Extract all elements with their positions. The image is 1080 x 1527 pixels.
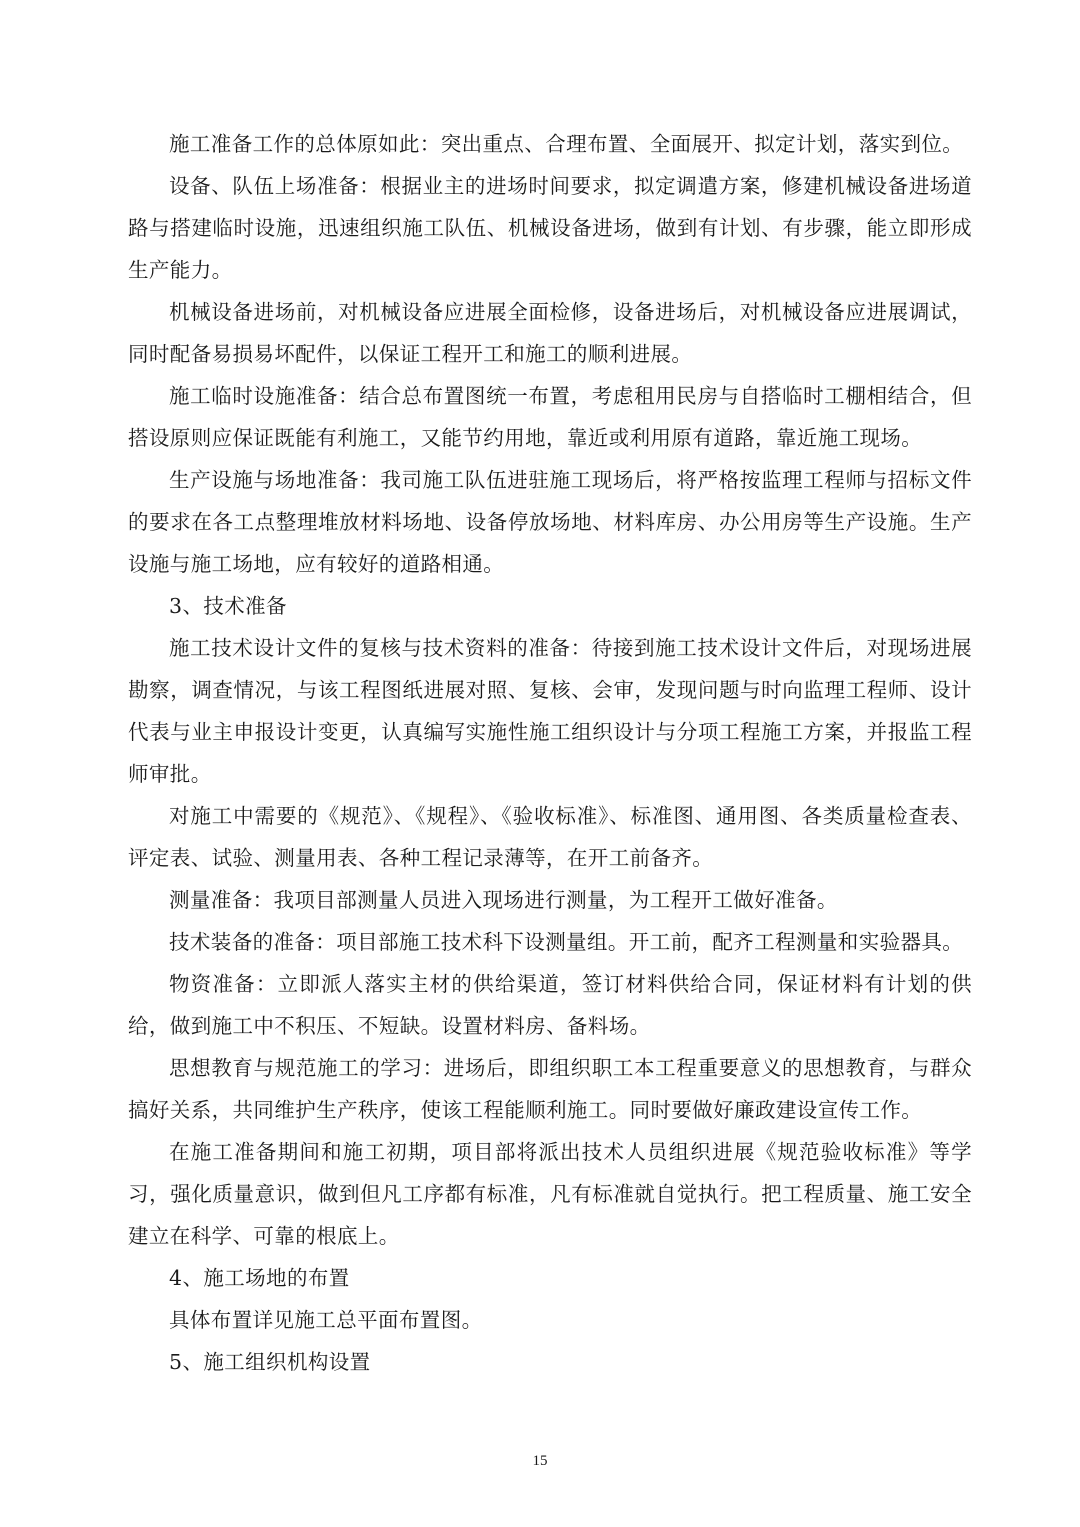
paragraph-equipment-team-prep: 设备、队伍上场准备：根据业主的进场时间要求，拟定调遣方案，修建机械设备进场道路与搭建临时设施，迅速组织施工队伍、机械设备进场，做到有计划、有步骤，能立即形成生产能力。 [128,174,972,282]
paragraph-design-review: 施工技术设计文件的复核与技术资料的准备：待接到施工技术设计文件后，对现场进展勘察，调查情况，与该工程图纸进展对照、复核、会审，发现问题与时向监理工程师、设计代表与业主申报设计变更，认真编写实施性施工组织设计与分项工程施工方案，并报监工程师审批。 [128,636,972,786]
page-number: 15 [532,1453,548,1469]
paragraph-material-prep: 物资准备：立即派人落实主材的供给渠道，签订材料供给合同，保证材料有计划的供给，做到施工中不积压、不短缺。设置材料房、备料场。 [128,972,972,1038]
section-heading-organization: 5、施工组织机构设置 [169,1350,371,1374]
paragraph-site-layout-detail: 具体布置详见施工总平面布置图。 [169,1308,483,1332]
document-body [128,123,972,1383]
paragraph-standards-documents: 对施工中需要的《规范》、《规程》、《验收标准》、标准图、通用图、各类质量检查表、评定表、试验、测量用表、各种工程记录薄等，在开工前备齐。 [128,804,972,870]
section-heading-site-layout: 4、施工场地的布置 [169,1266,350,1290]
paragraph-technical-equipment: 技术装备的准备：项目部施工技术科下设测量组。开工前，配齐工程测量和实验器具。 [169,930,964,954]
paragraph-education: 思想教育与规范施工的学习：进场后，即组织职工本工程重要意义的思想教育，与群众搞好关系，共同维护生产秩序，使该工程能顺利施工。同时要做好廉政建设宣传工作。 [128,1056,972,1122]
paragraph-survey-prep: 测量准备：我项目部测量人员进入现场进行测量，为工程开工做好准备。 [169,888,838,912]
paragraph-general-principle: 施工准备工作的总体原如此：突出重点、合理布置、全面展开、拟定计划，落实到位。 [169,132,964,156]
paragraph-equipment-inspection: 机械设备进场前，对机械设备应进展全面检修，设备进场后，对机械设备应进展调试，同时配备易损易坏配件，以保证工程开工和施工的顺利进展。 [128,300,972,366]
paragraph-production-facilities: 生产设施与场地准备：我司施工队伍进驻施工现场后，将严格按监理工程师与招标文件的要求在各工点整理堆放材料场地、设备停放场地、材料库房、办公用房等生产设施。生产设施与施工场地，应有较好的道路相通。 [128,468,972,576]
section-heading-technical-prep: 3、技术准备 [169,594,287,618]
paragraph-quality-training: 在施工准备期间和施工初期，项目部将派出技术人员组织进展《规范验收标准》等学习，强化质量意识，做到但凡工序都有标准，凡有标准就自觉执行。把工程质量、施工安全建立在科学、可靠的根底上。 [128,1140,972,1248]
paragraph-temporary-facilities: 施工临时设施准备：结合总布置图统一布置，考虑租用民房与自搭临时工棚相结合，但搭设原则应保证既能有利施工，又能节约用地，靠近或利用原有道路，靠近施工现场。 [128,384,972,450]
